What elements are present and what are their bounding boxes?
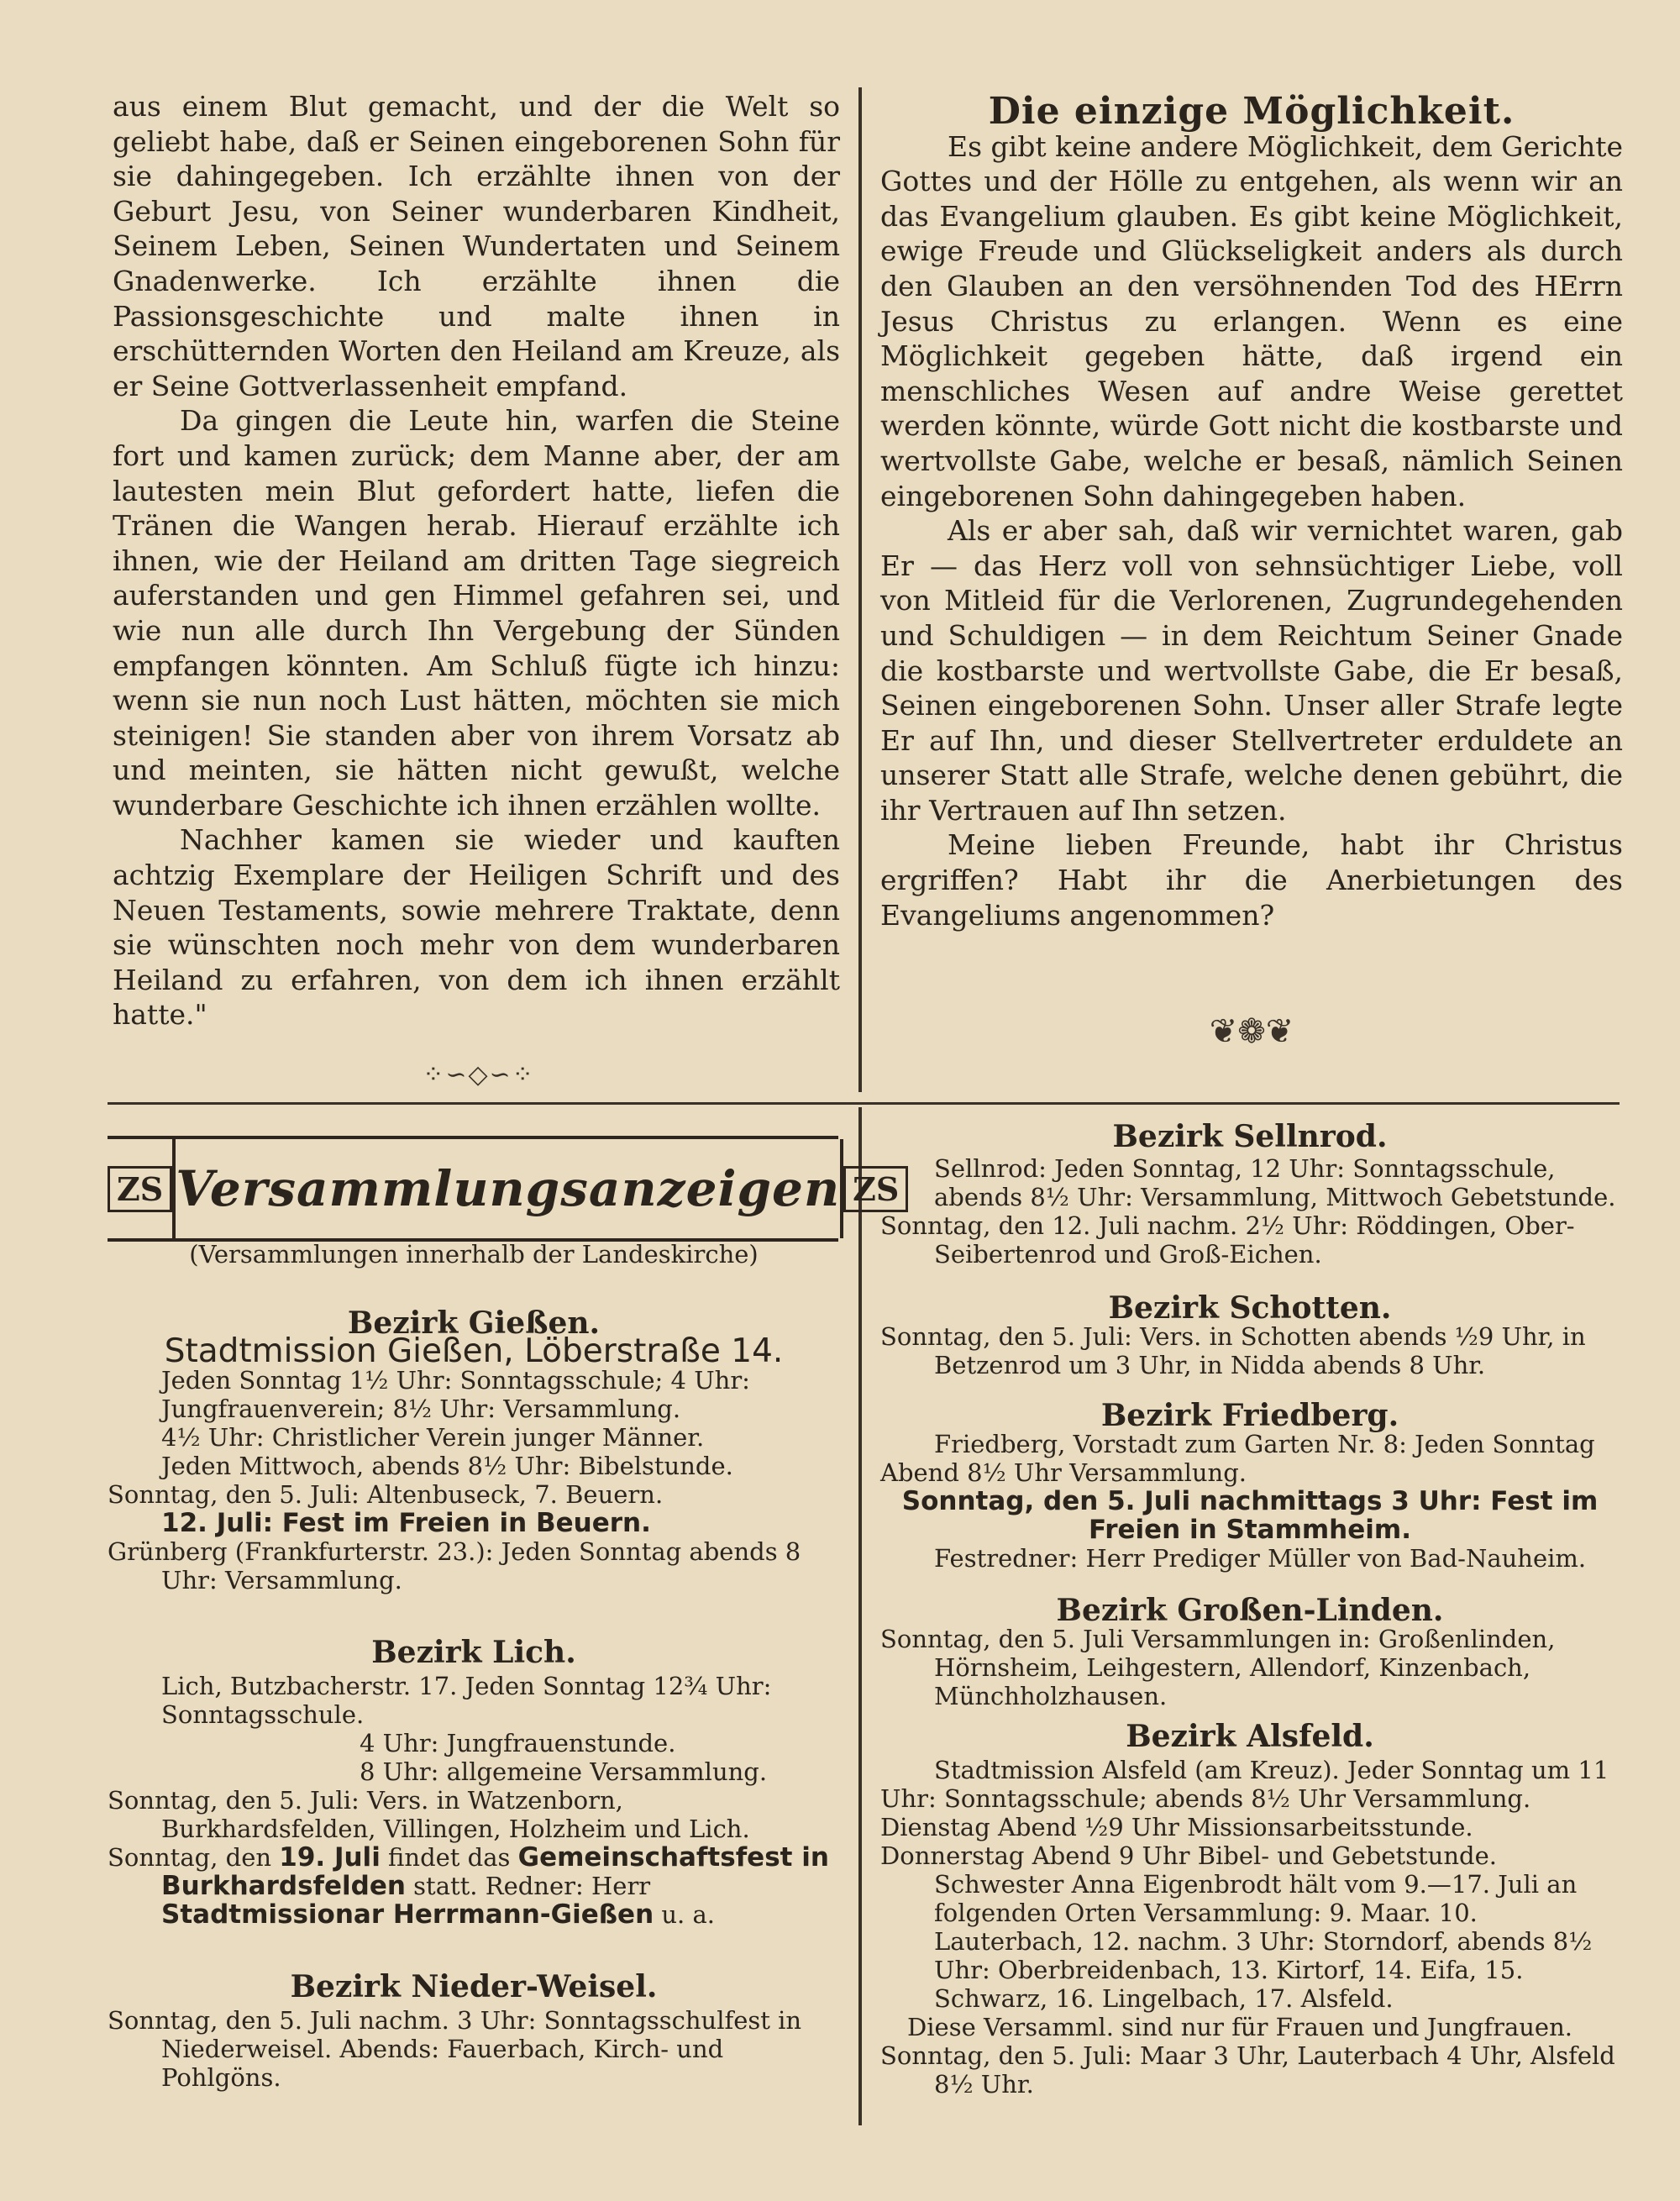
lich-line-3: 8 Uhr: allgemeine Versammlung. — [360, 1757, 768, 1786]
right-paragraph-1: Es gibt keine andere Möglichkeit, dem Gerichte Gottes und der Hölle zu entgehen, als wenn wir an das Evangelium glauben. Es gibt keine Möglichkeit, ewige Freude und Glückseligkeit anders als durch den Glauben an den versöhnenden Tod des HErrn Jesus Christus zu erlangen. Wenn es eine Möglichkeit gegeben hätte, daß irgend ein menschliches Wesen auf andre Weise gerettet werden könnte, würde Gott nicht die kostbarste und wertvollste Gabe, welche er besaß, nämlich Seinen eingeborenen Sohn dahingegeben haben. — [880, 129, 1623, 512]
lich-line-5-pre: Sonntag, den — [108, 1843, 280, 1872]
column-divider-bottom — [858, 1107, 862, 2125]
left-paragraph-3: Nachher kamen sie wieder und kauften achtzig Exemplare der Heiligen Schrift und des Neuen Testaments, sowie mehrere Traktate, denn sie wünschten noch mehr von dem wunderbaren Heiland zu erfahren, von dem ich ihnen erzählt hatte." — [113, 823, 840, 1032]
horizontal-divider — [108, 1102, 1620, 1105]
right-paragraph-2: Als er aber sah, daß wir vernichtet waren, gab Er — das Herz voll von sehnsüchtiger Liebe, voll von Mitleid für die Verlorenen, Zugrundegehenden und Schuldigen — in dem Reichtum Seiner Gnade die kostbarste und wertvollste Gabe, die Er besaß, Seinen eingeborenen Sohn. Unser aller Strafe legte Er auf Ihn, und dieser Stellvertreter erduldete an unserer Statt alle Strafe, welche denen gebührt, die ihr Vertrauen auf Ihn setzen. — [880, 514, 1623, 827]
lich-line-4: Sonntag, den 5. Juli: Vers. in Watzenborn, Burkhardsfelden, Villingen, Holzheim und Lich. — [108, 1786, 750, 1843]
versammlungsanzeigen-banner — [108, 1136, 900, 1242]
lich-line-1: Lich, Butzbacherstr. 17. Jeden Sonntag 12¾ Uhr: Sonntagsschule. — [161, 1672, 772, 1729]
alsfeld-line-4: Sonntag, den 5. Juli: Maar 3 Uhr, Lauterbach 4 Uhr, Alsfeld 8½ Uhr. — [880, 2041, 1615, 2099]
banner-emblem-right: ZS — [843, 1166, 908, 1212]
banner-box-left — [108, 1139, 172, 1238]
section-heading-friedberg: Bezirk Friedberg. — [1100, 1398, 1399, 1433]
left-paragraph-1: aus einem Blut gemacht, und der die Welt so geliebt habe, daß er Seinen eingeborenen Sohn für sie dahingegeben. Ich erzählte ihnen von der Geburt Jesu, von Seiner wunderbaren Kindheit, Seinem Leben, Seinen Wundertaten und Seinem Gnadenwerke. Ich erzählte ihnen die Passionsgeschichte und malte ihnen in erschütternden Worten den Heiland am Kreuze, als er Seine Gottverlassenheit empfand. — [113, 90, 840, 402]
alsfeld-line-3: Diese Versamml. sind nur für Frauen und Jungfrauen. — [907, 2013, 1572, 2041]
left-paragraph-2: Da gingen die Leute hin, warfen die Steine fort und kamen zurück; dem Manne aber, der am lautesten mein Blut gefordert hatte, liefen die Tränen die Wangen herab. Hierauf erzählte ich ihnen, wie der Heiland am dritten Tage siegreich auferstanden und gen Himmel gefahren sei, und wie nun alle durch Ihn Vergebung der Sünden empfangen könnten. Am Schluß fügte ich hinzu: wenn sie nun noch Lust hätten, möchten sie mich steinigen! Sie standen aber von ihrem Vorsatz ab und meinten, sie hätten nicht gewußt, welche wunderbare Geschichte ich ihnen erzählen wollte. — [113, 404, 840, 822]
section-heading-giessen: Bezirk Gießen. — [347, 1305, 601, 1341]
lich-line-5-speaker: Stadtmissionar Herrmann-Gießen — [161, 1899, 654, 1930]
sellnrod-line-2: Sonntag, den 12. Juli nachm. 2½ Uhr: Röddingen, Ober-Seibertenrod und Groß-Eichen. — [880, 1211, 1575, 1269]
section-heading-sellnrod: Bezirk Sellnrod. — [1112, 1119, 1388, 1154]
giessen-line-4: Sonntag, den 5. Juli: Altenbuseck, 7. Beuern. — [108, 1480, 664, 1509]
banner-title: Versammlungsanzeigen — [172, 1139, 843, 1238]
lich-line-5-event: Gemeinschaftsfest in Burkhardsfelden — [161, 1842, 829, 1901]
giessen-line-5: 12. Juli: Fest im Freien in Beuern. — [161, 1508, 651, 1538]
banner-emblem-left: ZS — [108, 1166, 172, 1212]
lich-line-5-mid: findet das — [380, 1843, 518, 1872]
right-paragraph-3: Meine lieben Freunde, habt ihr Christus ergriffen? Habt ihr die Anerbietungen des Evangeliums angenommen? — [880, 828, 1623, 932]
section-heading-lich: Bezirk Lich. — [371, 1635, 576, 1670]
small-ornament: ⁘∽◇∽⁘ — [423, 1060, 535, 1090]
friedberg-line-1: Friedberg, Vorstadt zum Garten Nr. 8: Jeden Sonntag Abend 8½ Uhr Versammlung. — [880, 1430, 1595, 1487]
lich-line-2: 4 Uhr: Jungfrauenstunde. — [360, 1729, 676, 1757]
section-heading-grossenlinden: Bezirk Großen-Linden. — [1056, 1593, 1444, 1628]
sellnrod-line-1: Sellnrod: Jeden Sonntag, 12 Uhr: Sonntagsschule, abends 8½ Uhr: Versammlung, Mittwoch Gebetstunde. — [934, 1154, 1616, 1211]
large-ornament: ❦❁❦ — [1209, 1012, 1294, 1051]
giessen-line-3: Jeden Mittwoch, abends 8½ Uhr: Bibelstunde. — [161, 1452, 733, 1480]
section-subheading-giessen: Stadtmission Gießen, Löberstraße 14. — [164, 1332, 784, 1370]
friedberg-line-3: Festredner: Herr Prediger Müller von Bad-Nauheim. — [934, 1544, 1587, 1573]
alsfeld-line-1: Stadtmission Alsfeld (am Kreuz). Jeder Sonntag um 11 Uhr: Sonntagsschule; abends 8½ Uhr Versammlung. Dienstag Abend ½9 Uhr Missionsarbeitsstunde. Donnerstag Abend 9 Uhr Bibel- und Gebetstunde. — [880, 1756, 1609, 1870]
giessen-line-2: 4½ Uhr: Christlicher Verein junger Männer. — [161, 1423, 705, 1452]
article-title: Die einzige Möglichkeit. — [988, 90, 1515, 133]
section-heading-niederweisel: Bezirk Nieder-Weisel. — [290, 1969, 658, 2004]
lich-line-5-date: 19. Juli — [279, 1842, 381, 1873]
left-article — [113, 89, 840, 1032]
giessen-line-6: Grünberg (Frankfurterstr. 23.): Jeden Sonntag abends 8 Uhr: Versammlung. — [108, 1537, 801, 1594]
lich-line-5-end: u. a. — [654, 1900, 715, 1929]
notices-left — [108, 1240, 840, 2092]
notices-right — [880, 1119, 1620, 2099]
section-heading-alsfeld: Bezirk Alsfeld. — [1126, 1719, 1374, 1754]
right-article — [880, 90, 1623, 932]
niederweisel-line-1: Sonntag, den 5. Juli nachm. 3 Uhr: Sonntagsschulfest in Niederweisel. Abends: Fauerbach, Kirch- und Pohlgöns. — [108, 2006, 802, 2092]
alsfeld-line-2: Schwester Anna Eigenbrodt hält vom 9.—17. Juli an folgenden Orten Versammlung: 9. Maar. 10. Lauterbach, 12. nachm. 3 Uhr: Storndorf, abends 8½ Uhr: Oberbreidenbach, 13. Kirtorf, 14. Eifa, 15. Schwarz, 16. Lingelbach, 17. Alsfeld. — [934, 1870, 1593, 2013]
section-heading-schotten: Bezirk Schotten. — [1108, 1290, 1392, 1326]
giessen-line-1: Jeden Sonntag 1½ Uhr: Sonntagsschule; 4 Uhr: Jungfrauenverein; 8½ Uhr: Versammlung. — [161, 1366, 750, 1423]
column-divider-top — [858, 87, 862, 1092]
banner-subtitle: (Versammlungen innerhalb der Landeskirche) — [189, 1240, 759, 1269]
lich-line-5-post: statt. Redner: Herr — [405, 1872, 651, 1900]
grossenlinden-line-1: Sonntag, den 5. Juli Versammlungen in: Großenlinden, Hörnsheim, Leihgestern, Allendorf, Kinzenbach, Münchholzhausen. — [880, 1625, 1556, 1710]
schotten-line-1: Sonntag, den 5. Juli: Vers. in Schotten abends ½9 Uhr, in Betzenrod um 3 Uhr, in Nidda abends 8 Uhr. — [880, 1322, 1586, 1379]
friedberg-line-2: Sonntag, den 5. Juli nachmittags 3 Uhr: Fest im Freien in Stammheim. — [901, 1486, 1599, 1545]
lich-line-5 — [108, 1843, 840, 1929]
